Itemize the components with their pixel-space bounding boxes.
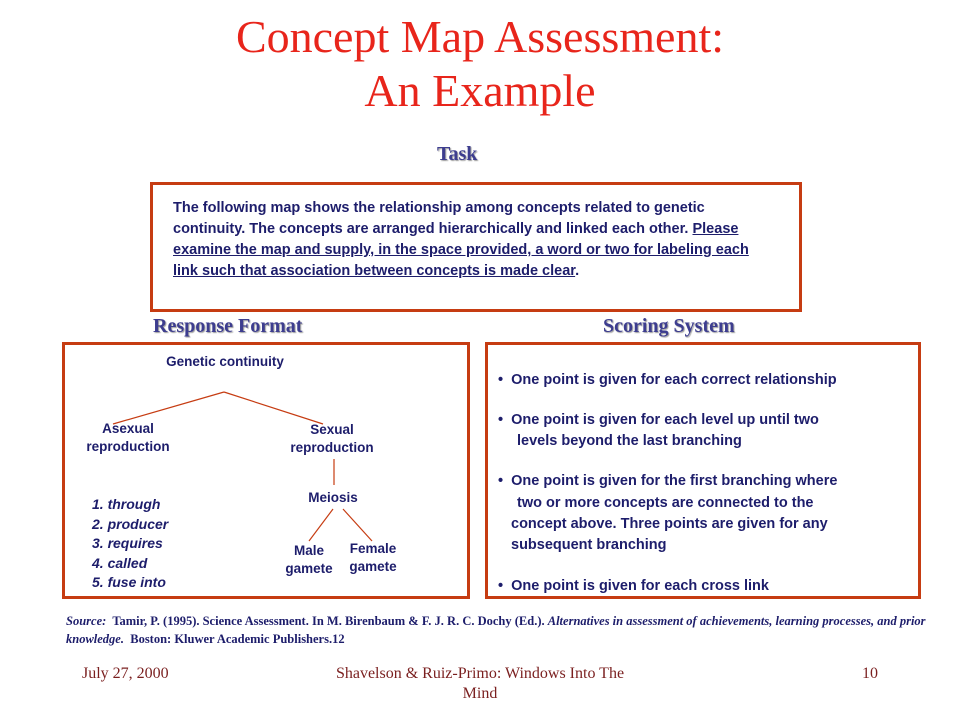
- source-label: Source:: [66, 614, 107, 628]
- link-word-item: 1. through: [92, 496, 161, 512]
- source-part2: Alternatives in assessment of achievements, learning processes, and prior knowledge.: [66, 614, 926, 646]
- link-word-item: 2. producer: [92, 515, 169, 532]
- source-citation: [66, 612, 960, 648]
- scoring-rule-3-line3: concept above. Three points are given for any: [511, 516, 828, 532]
- link-word-item: 3. requires: [92, 535, 163, 551]
- scoring-rule-4: • One point is given for each cross link: [498, 578, 769, 594]
- slide-title-line1: Concept Map Assessment:: [235, 11, 725, 62]
- source-part3: Boston: Kluwer Academic Publishers.12: [130, 632, 345, 646]
- slide-title-line2: An Example: [364, 65, 596, 116]
- scoring-rule-3: • One point is given for the first branching where: [498, 473, 838, 489]
- footer-center: Shavelson & Ruiz-Primo: Windows Into The Mind: [335, 665, 625, 702]
- task-text: [173, 198, 773, 282]
- task-heading: Task: [437, 143, 478, 165]
- scoring-rule-2-line2: levels beyond the last branching: [517, 433, 742, 449]
- response-format-heading: Response Format: [153, 315, 303, 337]
- task-text-end: .: [575, 263, 580, 279]
- node-genetic-continuity: Genetic continuity: [166, 354, 284, 369]
- node-sexual-reproduction: Sexual reproduction: [290, 422, 374, 455]
- node-meiosis: Meiosis: [308, 490, 358, 505]
- scoring-rule-3-line2: two or more concepts are connected to the: [517, 495, 814, 511]
- link-meiosis-male: [309, 509, 333, 541]
- scoring-rule-2: • One point is given for each level up until two: [498, 412, 819, 428]
- scoring-rule-1: • One point is given for each correct relationship: [498, 372, 837, 388]
- link-word-item: 5. fuse into: [92, 574, 166, 590]
- link-word-item: 4. called: [92, 554, 148, 571]
- source-part1: Tamir, P. (1995). Science Assessment. In M. Birenbaum & F. J. R. C. Dochy (Ed.).: [112, 614, 545, 628]
- task-box: [150, 182, 802, 312]
- node-asexual-reproduction: Asexual reproduction: [86, 421, 170, 454]
- footer-date: July 27, 2000: [82, 665, 169, 682]
- link-meiosis-female: [343, 509, 372, 541]
- response-format-box: [62, 342, 470, 599]
- task-text-plain: The following map shows the relationship among concepts related to genetic continuity. The concepts are arranged hierarchically and linked each other.: [173, 200, 705, 237]
- scoring-rule-3-line4: subsequent branching: [511, 537, 667, 553]
- link-word-list: [92, 495, 168, 593]
- footer-page-number: 10: [862, 665, 878, 682]
- task-text-underlined: Please examine the map and supply, in the space provided, a word or two for labeling each link such that association between concepts is made clear: [173, 221, 749, 279]
- scoring-system-heading: Scoring System: [603, 315, 735, 337]
- link-genetic-sexual: [224, 392, 323, 424]
- node-female-gamete: Female gamete: [349, 541, 397, 574]
- scoring-system-box: [485, 342, 921, 599]
- node-male-gamete: Male gamete: [285, 543, 333, 576]
